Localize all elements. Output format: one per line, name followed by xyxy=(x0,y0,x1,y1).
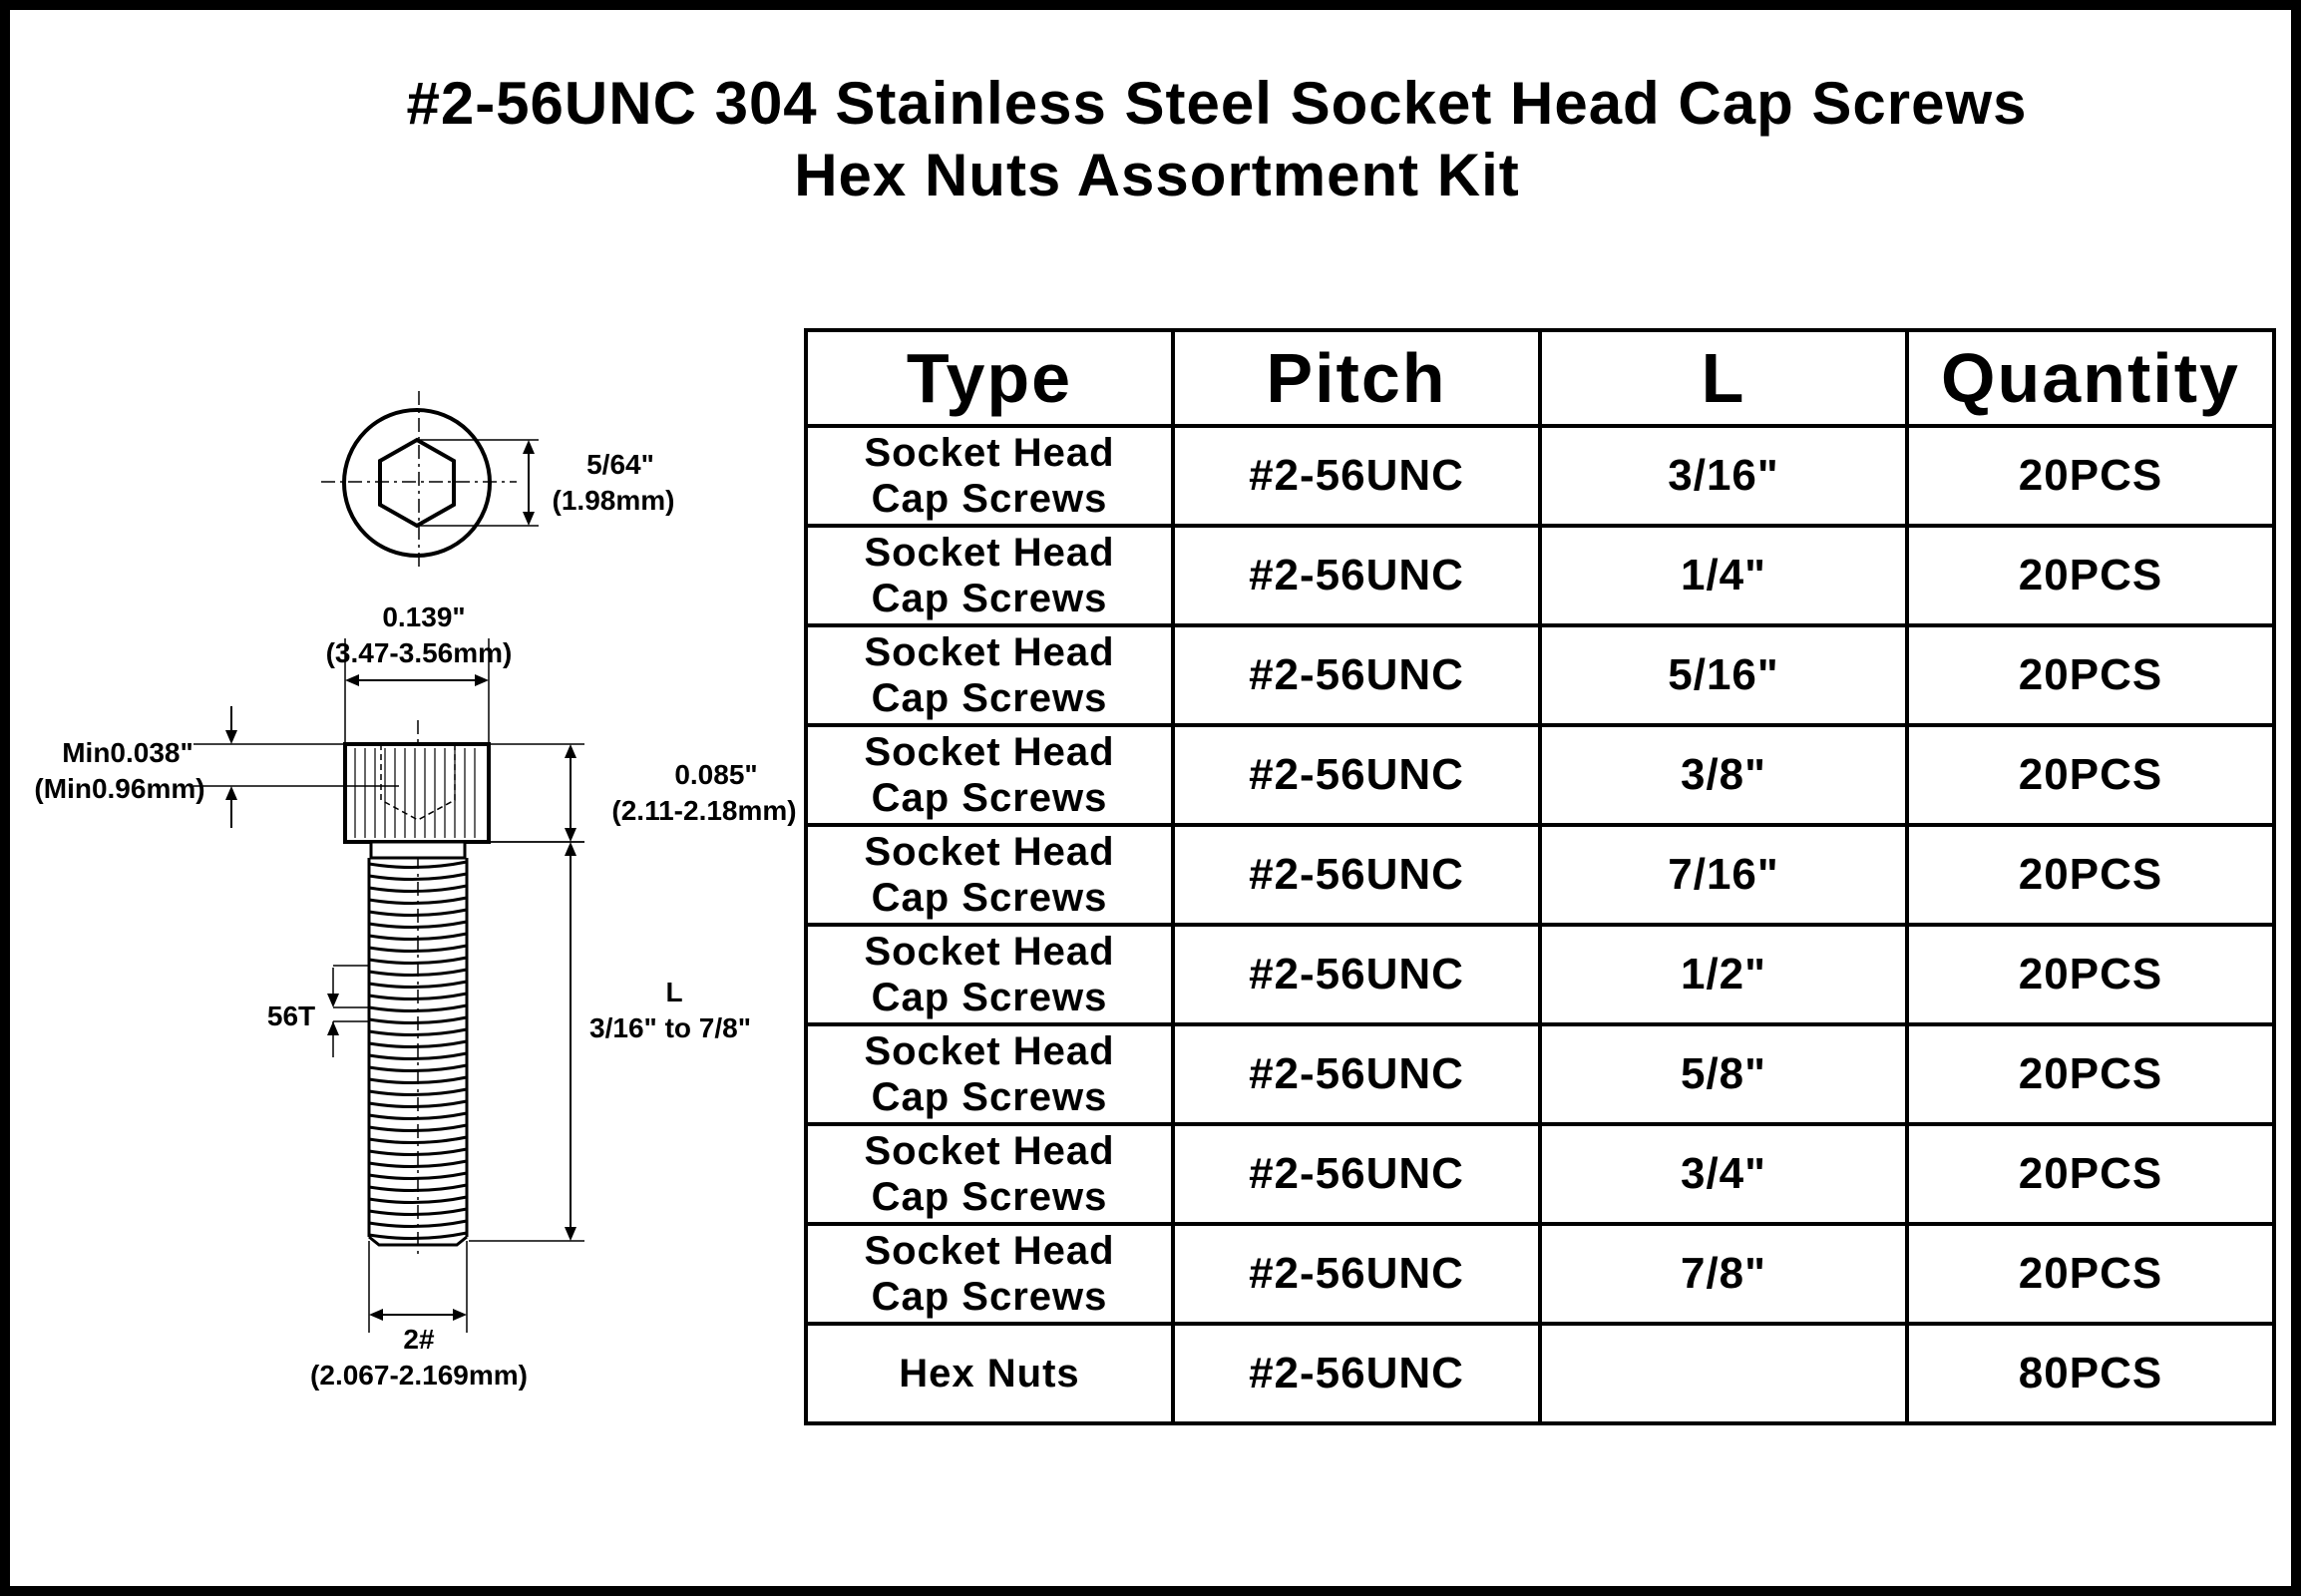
table-header-row xyxy=(806,330,2274,426)
cell-quantity: 20PCS xyxy=(1907,625,2274,725)
cell-type-line-2: Cap Screws xyxy=(871,1275,1108,1319)
table-row xyxy=(806,925,2274,1024)
socket-depth-mm-label: (Min0.96mm) xyxy=(34,773,205,804)
cell-pitch: #2-56UNC xyxy=(1173,825,1540,925)
cell-type xyxy=(806,725,1173,825)
cell-type-line-2: Cap Screws xyxy=(871,776,1108,820)
table-row xyxy=(806,625,2274,725)
cell-type-line-2: Cap Screws xyxy=(871,477,1108,521)
cell-pitch: #2-56UNC xyxy=(1173,426,1540,526)
cell-type xyxy=(806,426,1173,526)
cell-length: 3/16" xyxy=(1540,426,1907,526)
cell-type-line-1: Socket Head xyxy=(864,630,1115,674)
spec-table xyxy=(804,328,2276,1425)
cell-quantity: 20PCS xyxy=(1907,1024,2274,1124)
cell-pitch: #2-56UNC xyxy=(1173,1124,1540,1224)
cell-length: 7/8" xyxy=(1540,1224,1907,1324)
cell-quantity: 20PCS xyxy=(1907,1224,2274,1324)
cell-type xyxy=(806,1024,1173,1124)
cell-quantity: 20PCS xyxy=(1907,825,2274,925)
title-line-2: Hex Nuts Assortment Kit xyxy=(794,142,1520,208)
thread-line xyxy=(369,1221,467,1227)
header-quantity: Quantity xyxy=(1907,330,2274,426)
cell-type-line-1: Socket Head xyxy=(864,1029,1115,1073)
length-label: L xyxy=(665,977,683,1007)
header-length: L xyxy=(1540,330,1907,426)
cell-type-line-2: Cap Screws xyxy=(871,577,1108,620)
thread-line xyxy=(369,958,467,964)
table-row xyxy=(806,1224,2274,1324)
cell-type-line-1: Socket Head xyxy=(864,830,1115,874)
head-top-view xyxy=(321,391,539,567)
header-pitch: Pitch xyxy=(1173,330,1540,426)
cell-pitch: #2-56UNC xyxy=(1173,1224,1540,1324)
cell-type-line-1: Hex Nuts xyxy=(899,1352,1080,1396)
table-row xyxy=(806,426,2274,526)
cell-type xyxy=(806,1324,1173,1423)
cell-type-line-2: Cap Screws xyxy=(871,976,1108,1019)
title-line-1: #2-56UNC 304 Stainless Steel Socket Head Cap Screws xyxy=(406,70,2028,137)
cell-type-line-1: Socket Head xyxy=(864,1129,1115,1173)
cell-length: 3/8" xyxy=(1540,725,1907,825)
socket-depth-inch-label: Min0.038" xyxy=(62,737,193,768)
cell-quantity: 20PCS xyxy=(1907,526,2274,625)
cell-type-line-1: Socket Head xyxy=(864,1229,1115,1273)
screw-dimension-drawing xyxy=(0,0,818,1596)
hex-socket-inch-label: 5/64" xyxy=(586,449,654,480)
cell-pitch: #2-56UNC xyxy=(1173,1324,1540,1423)
cell-type xyxy=(806,825,1173,925)
thread-diameter-mm-label: (2.067-2.169mm) xyxy=(310,1360,528,1391)
cell-type-line-2: Cap Screws xyxy=(871,1075,1108,1119)
cell-quantity: 80PCS xyxy=(1907,1324,2274,1423)
header-type: Type xyxy=(806,330,1173,426)
cell-type-line-1: Socket Head xyxy=(864,531,1115,575)
thread-diameter-size-label: 2# xyxy=(403,1324,435,1355)
table-row xyxy=(806,1024,2274,1124)
cell-length: 1/4" xyxy=(1540,526,1907,625)
thread-line xyxy=(369,1005,467,1011)
cell-length: 1/2" xyxy=(1540,925,1907,1024)
table-row xyxy=(806,725,2274,825)
thread-line xyxy=(369,1113,467,1119)
hex-socket-mm-label: (1.98mm) xyxy=(552,485,675,516)
cell-quantity: 20PCS xyxy=(1907,925,2274,1024)
table-row xyxy=(806,825,2274,925)
cell-length: 5/8" xyxy=(1540,1024,1907,1124)
table-row xyxy=(806,526,2274,625)
table-row xyxy=(806,1124,2274,1224)
cell-pitch: #2-56UNC xyxy=(1173,625,1540,725)
cell-type-line-2: Cap Screws xyxy=(871,676,1108,720)
table-body xyxy=(806,426,2274,1423)
cell-length: 7/16" xyxy=(1540,825,1907,925)
table-row xyxy=(806,1324,2274,1423)
cell-type xyxy=(806,526,1173,625)
cell-pitch: #2-56UNC xyxy=(1173,725,1540,825)
cell-type-line-1: Socket Head xyxy=(864,730,1115,774)
cell-type-line-1: Socket Head xyxy=(864,431,1115,475)
cell-pitch: #2-56UNC xyxy=(1173,526,1540,625)
head-height-inch-label: 0.085" xyxy=(674,759,758,790)
cell-quantity: 20PCS xyxy=(1907,426,2274,526)
cell-length: 3/4" xyxy=(1540,1124,1907,1224)
thread-pitch-label: 56T xyxy=(266,1000,316,1031)
cell-type-line-2: Cap Screws xyxy=(871,1175,1108,1219)
thread-line xyxy=(369,898,467,904)
cell-length: 5/16" xyxy=(1540,625,1907,725)
cell-quantity: 20PCS xyxy=(1907,1124,2274,1224)
cell-pitch: #2-56UNC xyxy=(1173,925,1540,1024)
length-range-label: 3/16" to 7/8" xyxy=(589,1012,751,1043)
cell-type xyxy=(806,925,1173,1024)
cell-type-line-1: Socket Head xyxy=(864,930,1115,974)
cell-type xyxy=(806,1124,1173,1224)
cell-type xyxy=(806,1224,1173,1324)
head-height-mm-label: (2.11-2.18mm) xyxy=(611,795,797,826)
head-diameter-mm-label: (3.47-3.56mm) xyxy=(325,637,513,668)
screw-side-view xyxy=(345,720,489,1259)
cell-pitch: #2-56UNC xyxy=(1173,1024,1540,1124)
thread-line xyxy=(369,1173,467,1179)
cell-type-line-2: Cap Screws xyxy=(871,876,1108,920)
cell-type xyxy=(806,625,1173,725)
head-diameter-inch-label: 0.139" xyxy=(382,601,466,632)
cell-quantity: 20PCS xyxy=(1907,725,2274,825)
cell-length xyxy=(1540,1324,1907,1423)
thread-line xyxy=(369,1065,467,1071)
